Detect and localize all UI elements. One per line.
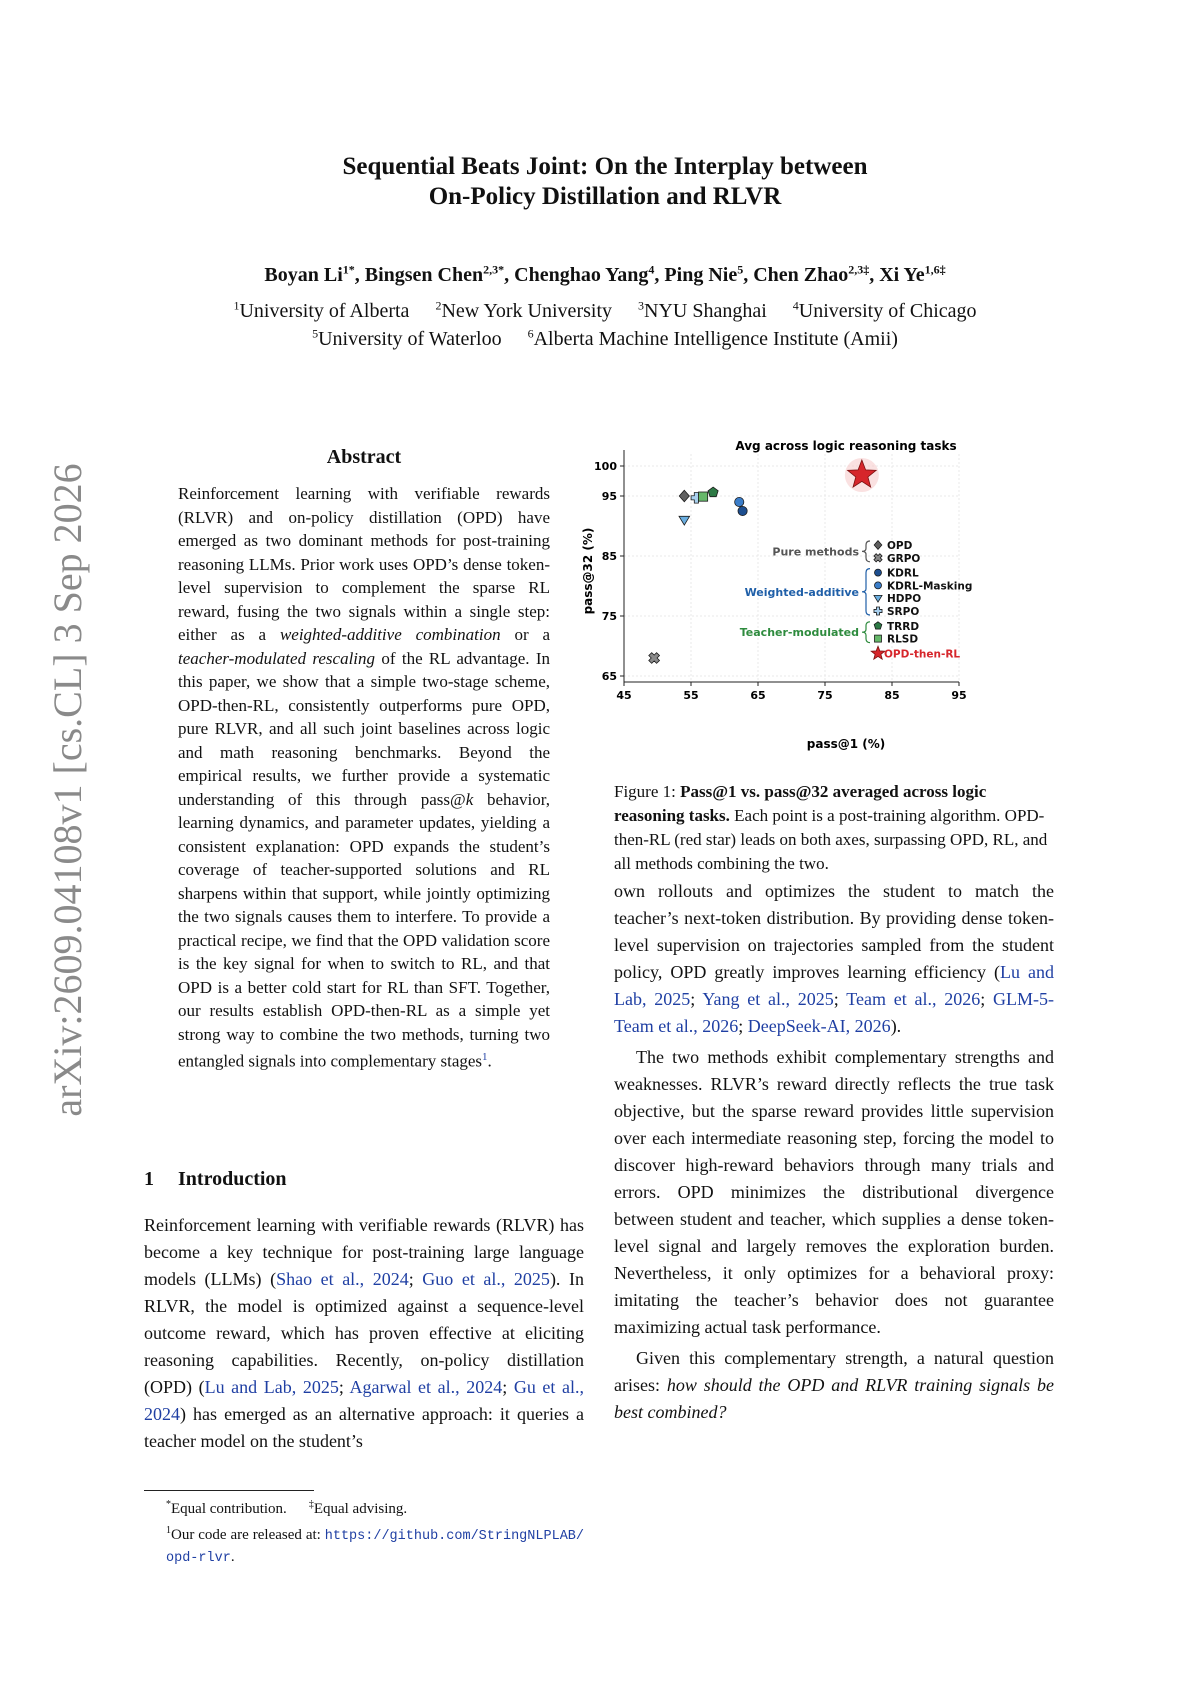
y-axis-label: pass@32 (%) [581,527,595,615]
citation-link[interactable]: Team et al., 2026 [846,989,981,1009]
footnote-code: $^1$Our code are released at: https://github.com/StringNLPLAB/opd-rlvr. [166,1525,584,1566]
legend-marker [871,646,885,659]
legend-label: RLSD [887,633,919,646]
citation-link[interactable]: Agarwal et al., 2024 [349,1377,503,1397]
chart-axes [624,450,959,682]
legend-label: KDRL-Masking [887,580,973,593]
author: Ping Nie$^5$, [664,262,754,286]
legend-label: OPD-then-RL [884,648,961,661]
legend-marker [874,595,882,602]
footnote-equal: *Equal contribution. ‡Equal advising. [166,1499,408,1517]
abstract-text: Reinforcement learning with verifiable rewards (RLVR) and on-policy distillation (OPD) have emerged as two dominant methods for post-training reasoning LLMs. Prior work uses OPD’s dense token-level supervision to complement the sparse RL reward, fusing the two signals within a single step: either as a weighted-additive combination or a teacher-modulated rescaling of the RL advantage. In this paper, we show that a simple two-stage scheme, OPD-then-RL, consistently outperforms pure OPD, pure RLVR, and all such joint baselines across logic and math reasoning benchmarks. Beyond the empirical results, we further provide a systematic understanding of this through pass@k behavior, learning dynamics, and parameter updates, yielding a consistent explanation: OPD expands the student’s coverage of teacher-supported solutions and RL sharpens within that support, while jointly optimizing the two signals causes them to interfere. To provide a practical recipe, we find that the OPD validation score is the key signal for when to switch to RL, and that OPD is a better cold start for RL than SFT. Together, our results establish OPD-then-RL as a simple yet strong way to combine the two methods, turning two entangled signals into complementary stages$^1$. [178,484,551,1071]
legend-marker [872,552,884,564]
citation-link[interactable]: Lu and Lab, 2025 [204,1377,339,1397]
right-column-text [614,878,1054,1426]
y-tick-label: 85 [601,550,617,563]
chart-title: Avg across logic reasoning tasks [735,439,957,453]
point-kdrl [738,506,747,515]
point-opd [679,490,689,502]
y-tick-label: 95 [601,490,617,503]
legend-label: OPD [887,540,913,552]
legend-label: GRPO [887,552,921,565]
chart-legend [740,540,973,660]
legend-group-label: Teacher-modulated [739,626,859,640]
citation-link[interactable]: Yang et al., 2025 [702,989,834,1009]
citation-link[interactable]: DeepSeek-AI, 2026 [747,1016,891,1036]
legend-label: HDPO [887,593,922,606]
section-heading-introduction: 1 Introduction [144,1168,287,1190]
footnotes [144,1494,584,1569]
author-list [120,262,1090,287]
y-tick-label: 100 [594,460,617,473]
affiliation: $^6$Alberta Machine Intelligence Institute (Amii) [527,326,898,350]
legend-group-label: Weighted-additive [744,585,859,599]
x-axis-label: pass@1 (%) [806,737,886,751]
y-tick-label: 65 [601,670,617,683]
figure-1-scatter-chart [581,436,1054,758]
right-paragraph-2: The two methods exhibit complementary strengths and weaknesses. RLVR’s reward directly reflects the true task objective, but the sparse reward provides little supervision over each intermediate reasoning step, forcing the model to discover high-reward behaviors through many trials and errors. OPD minimizes the distributional divergence between student and teacher, which supplies a dense token-level signal and largely removes the exploration burden. Nevertheless, it only optimizes for a behavioral proxy: imitating the teacher’s behavior does not guarantee maximizing actual task performance. [614,1047,1054,1337]
legend-marker [875,635,882,642]
legend-group-brace [862,622,870,643]
x-tick-label: 65 [750,689,766,702]
legend-group-label: Pure methods [772,545,859,559]
code-url-link[interactable]: https://github.com/StringNLPLAB/opd-rlvr [166,1529,584,1566]
abstract-heading: Abstract [326,446,402,468]
footnote-ref-1[interactable]: 1 [482,1051,488,1063]
legend-label: TRRD [887,620,920,633]
x-tick-label: 75 [817,689,833,702]
y-tick-label: 75 [601,610,617,623]
point-grpo [646,650,662,666]
affiliation: $^4$University of Chicago [792,298,977,322]
author: Chen Zhao$^{2,3\ddagger}$, [753,262,880,286]
legend-marker [874,541,882,550]
x-tick-label: 95 [951,689,967,702]
legend-group-brace [862,541,870,562]
citation-link[interactable]: Shao et al., 2024 [276,1269,409,1289]
legend-group-brace [862,569,870,615]
x-marker-shape [872,552,884,564]
x-marker-shape [646,650,662,666]
author: Bingsen Chen$^{2,3*}$, [364,262,515,286]
citation-link[interactable]: Lu and Lab, 2025 [614,962,1055,1009]
paper-title [140,152,1070,212]
title-line-1: Sequential Beats Joint: On the Interplay between [342,153,868,180]
figure-1-caption: Figure 1: Pass@1 vs. pass@32 averaged across logic reasoning tasks. Each point is a post-training algorithm. OPD-then-RL (red star) leads on both axes, surpassing OPD, RL, and all methods combining the two. [614,782,1048,873]
affiliations-line-2 [100,326,1110,351]
author: Chenghao Yang$^4$, [514,262,665,286]
right-paragraph-1: own rollouts and optimizes the student to match the teacher’s next-token distribution. By providing dense token-level supervision on trajectories sampled from the student policy, OPD greatly improves learning efficiency (Lu and Lab, 2025; Yang et al., 2025; Team et al., 2026; GLM-5-Team et al., 2026; DeepSeek-AI, 2026). [614,881,1055,1036]
x-tick-label: 45 [616,689,632,702]
title-line-2: On-Policy Distillation and RLVR [428,183,782,210]
author: Boyan $Li^{1*}$, [264,262,365,286]
point-hdpo [679,516,690,525]
affiliation: $^3$NYU Shanghai [638,298,767,322]
affiliation: $^1$University of Alberta [233,298,410,322]
author: Xi $Ye^{1,6\ddagger}$ [879,262,946,286]
legend-label: KDRL [887,567,919,580]
legend-marker [875,582,882,589]
x-tick-label: 85 [884,689,900,702]
citation-link[interactable]: GLM-5-Team et al., 2026 [614,989,1054,1036]
intro-paragraph-1: Reinforcement learning with verifiable rewards (RLVR) has become a key technique for post-training large language models (LLMs) (Shao et al., 2024; Guo et al., 2025). In RLVR, the model is optimized against a sequence-level outcome reward, which has proven effective at eliciting reasoning capabilities. Recently, on-policy distillation (OPD) (Lu and Lab, 2025; Agarwal et al., 2024; Gu et al., 2024) has emerged as an alternative approach: it queries a teacher model on the student’s [144,1215,585,1451]
legend-marker [875,569,882,576]
footnote-divider [144,1490,314,1491]
citation-link[interactable]: Guo et al., 2025 [422,1269,550,1289]
legend-marker [874,607,882,615]
affiliation: $^5$University of Waterloo [312,326,502,350]
citation-link[interactable]: Gu et al., 2024 [144,1377,585,1424]
point-rlsd [698,492,707,501]
arxiv-identifier: arXiv:2609.04108v1 [cs.CL] 3 Sep 2026 [45,463,90,1117]
point-trrd [708,487,718,497]
right-paragraph-3: Given this complementary strength, a natural question arises: how should the OPD and RLVR training signals be best combined? [614,1348,1054,1422]
x-tick-label: 55 [683,689,699,702]
legend-marker [874,622,882,629]
affiliations-line-1 [100,298,1110,323]
legend-label: SRPO [887,606,920,618]
point-kdrl-masking [735,497,744,506]
affiliation: $^2$New York University [435,298,612,322]
